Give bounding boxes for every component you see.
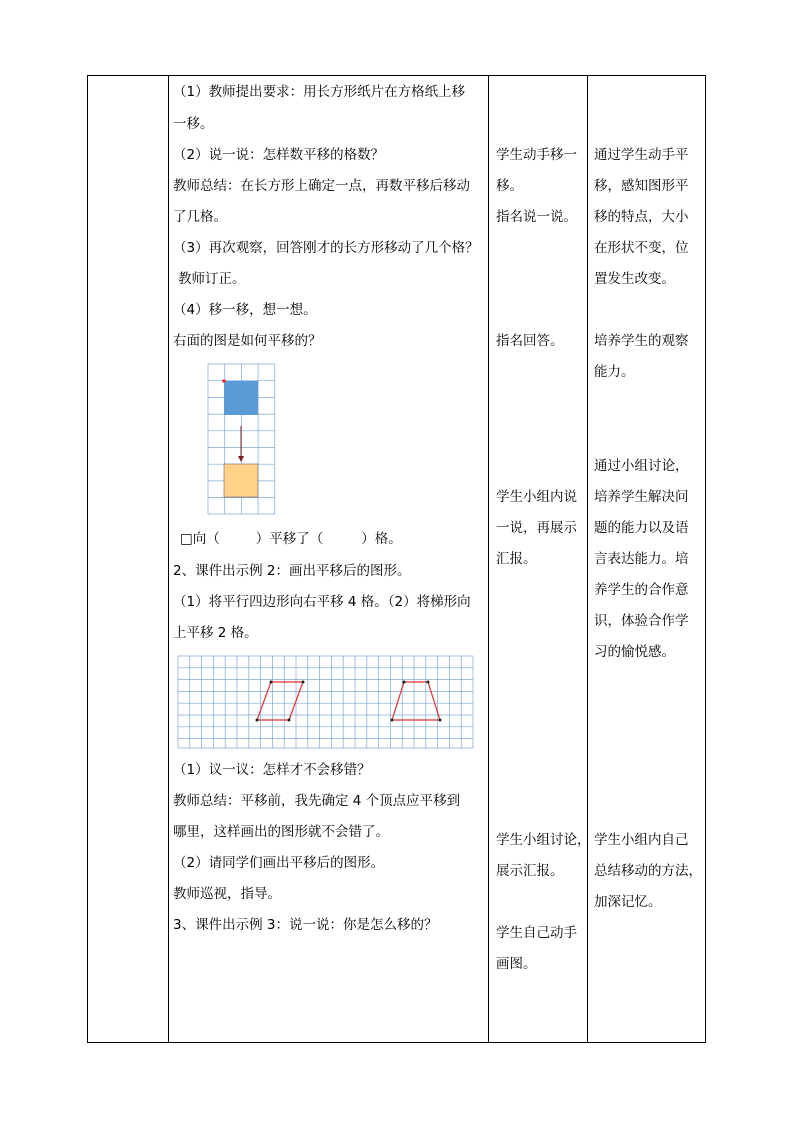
process-line: （2）请同学们画出平移后的图形。	[173, 855, 385, 871]
shapes-grid-figure	[178, 656, 474, 748]
intent-line: 移，感知图形平	[594, 178, 689, 194]
student-line: 指名回答。	[496, 333, 564, 349]
translation-grid-figure	[208, 364, 276, 514]
student-line: 学生小组讨论，	[496, 832, 591, 848]
square-grid	[178, 656, 473, 748]
student-line: 展示汇报。	[496, 863, 564, 879]
intent-line: 培养学生解决问	[594, 489, 689, 505]
fill-in-question	[180, 531, 402, 547]
process-line: （1）将平行四边形向右平移 4 格。（2）将梯形向	[173, 594, 471, 610]
process-line: 教师订正。	[178, 271, 246, 287]
process-line: 右面的图是如何平移的？	[173, 333, 322, 349]
column-divider	[168, 76, 169, 1042]
process-line: （1）议一议：怎样才不会移错？	[173, 762, 371, 778]
student-line: 移。	[496, 178, 523, 194]
intent-line: 养学生的合作意	[594, 582, 689, 598]
student-line: 学生小组内说	[496, 489, 577, 505]
process-line: 了几格。	[173, 209, 227, 225]
fill-text: ）格。	[361, 531, 402, 547]
column-divider	[488, 76, 489, 1042]
process-line: 2、课件出示例 2：画出平移后的图形。	[173, 563, 411, 579]
fill-text: 向（	[192, 531, 220, 547]
student-line: 一说，再展示	[496, 520, 577, 536]
intent-line: 移的特点，大小	[594, 209, 689, 225]
student-line: 学生自己动手	[496, 925, 577, 941]
column-divider	[587, 76, 588, 1042]
process-line: （2）说一说：怎样数平移的格数？	[173, 147, 385, 163]
intent-line: 培养学生的观察	[594, 333, 689, 349]
process-line: （1）教师提出要求：用长方形纸片在方格纸上移	[173, 84, 466, 100]
intent-line: 总结移动的方法，	[594, 863, 702, 879]
student-line: 汇报。	[496, 551, 537, 567]
student-line: 学生动手移一	[496, 147, 577, 163]
intent-line: 学生小组内自己	[594, 832, 689, 848]
process-line: 哪里，这样画出的图形就不会错了。	[173, 824, 389, 840]
intent-line: 在形状不变，位	[594, 240, 689, 256]
intent-line: 通过小组讨论，	[594, 458, 689, 474]
process-line: （4）移一移，想一想。	[173, 302, 317, 318]
checkbox-glyph: □	[180, 531, 193, 547]
student-line: 指名说一说。	[496, 209, 577, 225]
arrow-head-icon	[238, 456, 244, 462]
intent-line: 置发生改变。	[594, 271, 675, 287]
student-line: 画图。	[496, 956, 537, 972]
fill-text: ）平移了（	[255, 531, 324, 547]
trapezoid	[392, 682, 440, 720]
process-line: （3）再次观察，回答刚才的长方形移动了几个格？	[173, 240, 479, 256]
process-line: 教师总结：在长方形上确定一点，再数平移后移动	[173, 178, 470, 194]
intent-line: 题的能力以及语	[594, 520, 689, 536]
intent-line: 能力。	[594, 364, 635, 380]
process-line: 3、课件出示例 3：说一说：你是怎么移的？	[173, 917, 438, 933]
process-line: 上平移 2 格。	[173, 625, 258, 641]
process-line: 一移。	[173, 116, 214, 132]
intent-line: 识，体验合作学	[594, 613, 689, 629]
orange-rectangle	[224, 464, 258, 497]
reference-point	[222, 379, 226, 383]
intent-line: 习的愉悦感。	[594, 644, 675, 660]
intent-line: 加深记忆。	[594, 894, 662, 910]
blue-rectangle	[224, 381, 258, 415]
process-line: 教师总结：平移前，我先确定 4 个顶点应平移到	[173, 793, 461, 809]
process-line: 教师巡视，指导。	[173, 886, 281, 902]
intent-line: 通过学生动手平	[594, 147, 689, 163]
intent-line: 言表达能力。培	[594, 551, 689, 567]
